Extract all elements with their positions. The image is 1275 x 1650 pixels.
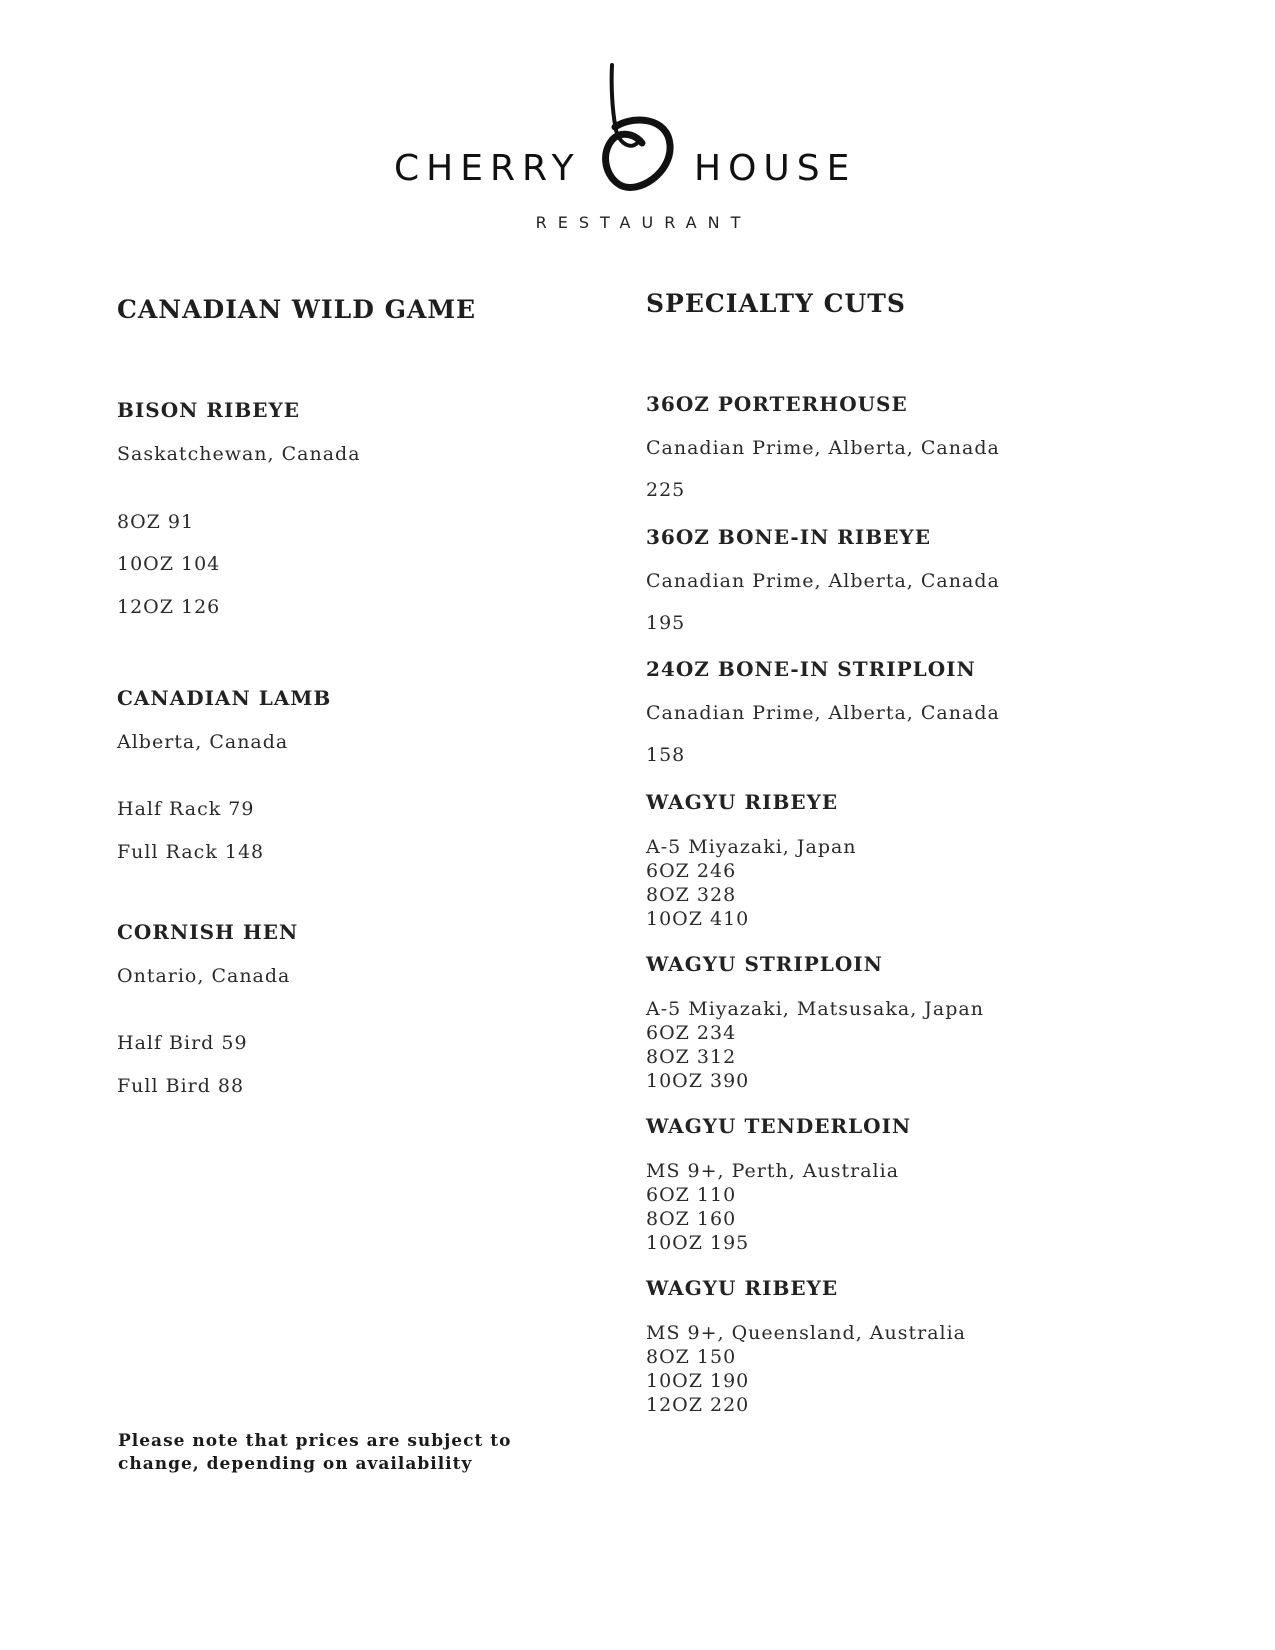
menu-item-origin: Canadian Prime, Alberta, Canada bbox=[646, 702, 1000, 724]
price-disclaimer bbox=[118, 1430, 511, 1476]
menu-item-price: 6OZ 110 bbox=[646, 1184, 737, 1206]
menu-item-price: 12OZ 126 bbox=[117, 596, 221, 618]
logo-word-cherry: CHERRY bbox=[394, 148, 581, 189]
menu-item-price: 10OZ 410 bbox=[646, 908, 750, 930]
menu-item-details bbox=[646, 835, 857, 931]
menu-item-name: WAGYU RIBEYE bbox=[646, 1276, 839, 1300]
cherry-logo-icon bbox=[598, 55, 678, 215]
logo-subtitle: RESTAURANT bbox=[535, 213, 752, 232]
menu-item-price: 8OZ 328 bbox=[646, 884, 737, 906]
menu-item-name: BISON RIBEYE bbox=[117, 398, 301, 422]
menu-item-name: WAGYU STRIPLOIN bbox=[646, 952, 883, 976]
menu-item-price: 10OZ 390 bbox=[646, 1070, 750, 1092]
section-title-canadian-wild-game: CANADIAN WILD GAME bbox=[117, 295, 477, 324]
menu-item-details bbox=[646, 997, 984, 1093]
menu-item-price: 10OZ 104 bbox=[117, 553, 221, 575]
menu-item-price: 10OZ 195 bbox=[646, 1232, 750, 1254]
price-disclaimer-line: change, depending on availability bbox=[118, 1454, 473, 1474]
menu-item-origin: A-5 Miyazaki, Matsusaka, Japan bbox=[646, 998, 984, 1020]
menu-item-price: 6OZ 234 bbox=[646, 1022, 737, 1044]
logo-word-house: HOUSE bbox=[694, 148, 857, 189]
menu-item-name: 36OZ BONE-IN RIBEYE bbox=[646, 525, 931, 549]
menu-item-origin: Ontario, Canada bbox=[117, 965, 291, 987]
menu-item-price: Half Bird 59 bbox=[117, 1032, 248, 1054]
menu-item-price: 8OZ 160 bbox=[646, 1208, 737, 1230]
menu-item-price: 8OZ 91 bbox=[117, 511, 195, 533]
menu-item-origin: Saskatchewan, Canada bbox=[117, 443, 361, 465]
menu-item-price: Half Rack 79 bbox=[117, 798, 255, 820]
menu-item-price: Full Bird 88 bbox=[117, 1075, 245, 1097]
menu-item-name: WAGYU TENDERLOIN bbox=[646, 1114, 912, 1138]
menu-item-origin: MS 9+, Queensland, Australia bbox=[646, 1322, 967, 1344]
menu-item-details bbox=[646, 1159, 899, 1255]
menu-item-origin: Canadian Prime, Alberta, Canada bbox=[646, 437, 1000, 459]
menu-item-price: 8OZ 150 bbox=[646, 1346, 737, 1368]
menu-item-origin: Alberta, Canada bbox=[117, 731, 289, 753]
menu-item-price: Full Rack 148 bbox=[117, 841, 265, 863]
menu-item-name: WAGYU RIBEYE bbox=[646, 790, 839, 814]
menu-item-name: CANADIAN LAMB bbox=[117, 686, 332, 710]
menu-item-price: 225 bbox=[646, 479, 686, 501]
menu-item-price: 158 bbox=[646, 744, 686, 766]
menu-item-price: 6OZ 246 bbox=[646, 860, 737, 882]
menu-item-price: 10OZ 190 bbox=[646, 1370, 750, 1392]
section-title-specialty-cuts: SPECIALTY CUTS bbox=[646, 289, 906, 318]
menu-item-name: 24OZ BONE-IN STRIPLOIN bbox=[646, 657, 976, 681]
menu-item-price: 12OZ 220 bbox=[646, 1394, 750, 1416]
menu-item-name: CORNISH HEN bbox=[117, 920, 299, 944]
menu-item-price: 195 bbox=[646, 612, 686, 634]
menu-item-details bbox=[646, 1321, 966, 1417]
menu-item-origin: Canadian Prime, Alberta, Canada bbox=[646, 570, 1000, 592]
menu-item-origin: A-5 Miyazaki, Japan bbox=[646, 836, 857, 858]
menu-item-price: 8OZ 312 bbox=[646, 1046, 737, 1068]
menu-item-name: 36OZ PORTERHOUSE bbox=[646, 392, 908, 416]
price-disclaimer-line: Please note that prices are subject to bbox=[118, 1431, 512, 1451]
menu-item-origin: MS 9+, Perth, Australia bbox=[646, 1160, 900, 1182]
restaurant-logo bbox=[0, 55, 1275, 255]
